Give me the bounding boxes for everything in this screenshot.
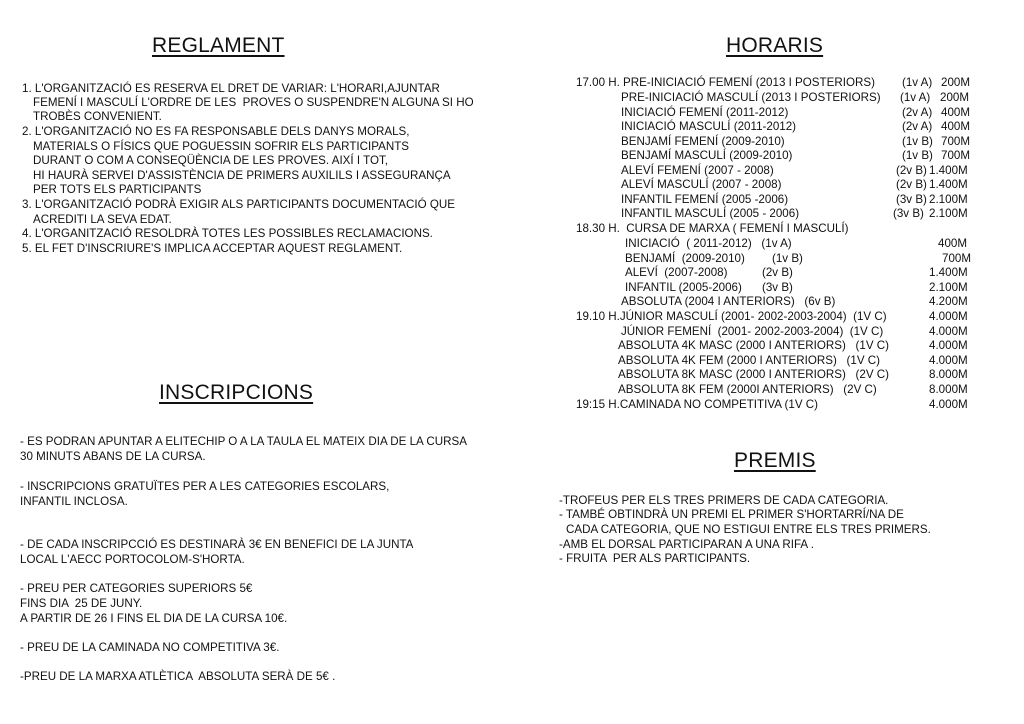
schedule-distance: 4.000M bbox=[929, 398, 968, 411]
schedule-group: (2v A) bbox=[902, 106, 933, 119]
premis-line: - TAMBÉ OBTINDRÀ UN PREMI EL PRIMER S'HORTARRÍ/NA DE bbox=[559, 508, 904, 521]
schedule-name: ALEVÍ (2007-2008) bbox=[625, 266, 728, 279]
schedule-distance: 2.100M bbox=[929, 207, 968, 220]
schedule-name: ALEVÍ FEMENÍ (2007 - 2008) bbox=[621, 164, 774, 177]
schedule-name: INICIACIÓ ( 2011-2012) (1v A) bbox=[625, 237, 792, 250]
schedule-name: BENJAMÍ (2009-2010) bbox=[625, 252, 745, 265]
schedule-name: INICIACIÓ MASCULÍ (2011-2012) bbox=[621, 120, 797, 133]
premis-line: - FRUITA PER ALS PARTICIPANTS. bbox=[559, 552, 751, 565]
inscripcions-line: - ES PODRAN APUNTAR A ELITECHIP O A LA TAULA EL MATEIX DIA DE LA CURSA bbox=[20, 435, 467, 448]
schedule-row bbox=[0, 295, 1024, 309]
schedule-group: (1v B) bbox=[902, 149, 933, 162]
schedule-row bbox=[0, 193, 1024, 207]
schedule-row bbox=[0, 178, 1024, 192]
schedule-name: 18.30 H. CURSA DE MARXA ( FEMENÍ I MASCULÍ) bbox=[576, 222, 849, 235]
schedule-distance: 1.400M bbox=[929, 266, 968, 279]
schedule-distance: 4.000M bbox=[929, 310, 968, 323]
schedule-row bbox=[0, 281, 1024, 295]
reglament-line: DURANT O COM A CONSEQÜÈNCIA DE LES PROVES. AIXÍ I TOT, bbox=[33, 154, 388, 167]
reglament-title: REGLAMENT bbox=[152, 34, 285, 57]
schedule-name: 19:15 H.CAMINADA NO COMPETITIVA (1V C) bbox=[576, 398, 819, 411]
schedule-distance: 2.100M bbox=[929, 193, 968, 206]
inscripcions-line: - PREU PER CATEGORIES SUPERIORS 5€ bbox=[20, 582, 253, 595]
schedule-row bbox=[0, 325, 1024, 339]
schedule-group: (1v A) bbox=[900, 91, 931, 104]
reglament-line: ACREDITI LA SEVA EDAT. bbox=[33, 213, 172, 226]
reglament-line: HI HAURÀ SERVEI D'ASSISTÈNCIA DE PRIMERS AUXILILS I ASSEGURANÇA bbox=[33, 169, 451, 182]
schedule-row bbox=[0, 383, 1024, 397]
reglament-line: 3. L'ORGANITZACIÓ PODRÀ EXIGIR ALS PARTICIPANTS DOCUMENTACIÓ QUE bbox=[22, 198, 455, 211]
schedule-distance: 2.100M bbox=[929, 281, 968, 294]
schedule-group: (3v B) bbox=[762, 281, 793, 294]
schedule-name: ABSOLUTA 8K MASC (2000 I ANTERIORS) (2V C) bbox=[618, 368, 890, 381]
schedule-row bbox=[0, 252, 1024, 266]
schedule-distance: 400M bbox=[938, 237, 968, 250]
schedule-distance: 700M bbox=[941, 135, 971, 148]
schedule-distance: 700M bbox=[942, 252, 972, 265]
schedule-name: INFANTIL MASCULÍ (2005 - 2006) bbox=[621, 207, 800, 220]
schedule-distance: 200M bbox=[941, 76, 971, 89]
schedule-distance: 700M bbox=[941, 149, 971, 162]
reglament-line: 4. L'ORGANITZACIÓ RESOLDRÀ TOTES LES POSSIBLES RECLAMACIONS. bbox=[22, 227, 433, 240]
schedule-distance: 4.000M bbox=[929, 339, 968, 352]
schedule-distance: 4.200M bbox=[929, 295, 968, 308]
schedule-distance: 8.000M bbox=[929, 383, 968, 396]
schedule-distance: 4.000M bbox=[929, 325, 968, 338]
schedule-name: ABSOLUTA (2004 I ANTERIORS) (6v B) bbox=[621, 295, 836, 308]
reglament-line: PER TOTS ELS PARTICIPANTS bbox=[33, 183, 202, 196]
inscripcions-line: - INSCRIPCIONS GRATUÏTES PER A LES CATEGORIES ESCOLARS, bbox=[20, 480, 390, 493]
reglament-line: TROBÈS CONVENIENT. bbox=[33, 110, 162, 123]
schedule-row bbox=[0, 91, 1024, 105]
schedule-name: INFANTIL (2005-2006) bbox=[625, 281, 742, 294]
premis-line: CADA CATEGORIA, QUE NO ESTIGUI ENTRE ELS TRES PRIMERS. bbox=[566, 523, 931, 536]
inscripcions-line: - PREU DE LA CAMINADA NO COMPETITIVA 3€. bbox=[20, 641, 280, 654]
schedule-group: (1v B) bbox=[902, 135, 933, 148]
schedule-group: (2v B) bbox=[896, 164, 927, 177]
reglament-line: MATERIALS O FÍSICS QUE POGUESSIN SOFRIR ELS PARTICIPANTS bbox=[33, 140, 410, 153]
schedule-name: ABSOLUTA 4K MASC (2000 I ANTERIORS) (1V C) bbox=[618, 339, 890, 352]
schedule-name: ABSOLUTA 4K FEM (2000 I ANTERIORS) (1V C) bbox=[618, 354, 881, 367]
schedule-name: INFANTIL FEMENÍ (2005 -2006) bbox=[621, 193, 789, 206]
inscripcions-line: -PREU DE LA MARXA ATLÈTICA ABSOLUTA SERÀ DE 5€ . bbox=[20, 670, 336, 683]
schedule-name: ABSOLUTA 8K FEM (2000I ANTERIORS) (2V C) bbox=[618, 383, 877, 396]
reglament-line: FEMENÍ I MASCULÍ L'ORDRE DE LES PROVES O SUSPENDRE'N ALGUNA SI HO bbox=[33, 96, 474, 109]
inscripcions-line: 30 MINUTS ABANS DE LA CURSA. bbox=[20, 450, 206, 463]
schedule-group: (3v B) bbox=[893, 207, 924, 220]
schedule-row bbox=[0, 354, 1024, 368]
schedule-group: (1v A) bbox=[902, 76, 933, 89]
premis-line: -AMB EL DORSAL PARTICIPARAN A UNA RIFA . bbox=[559, 538, 814, 551]
schedule-row bbox=[0, 266, 1024, 280]
premis-line: -TROFEUS PER ELS TRES PRIMERS DE CADA CATEGORIA. bbox=[559, 494, 889, 507]
schedule-group: (2v A) bbox=[902, 120, 933, 133]
schedule-row bbox=[0, 368, 1024, 382]
schedule-name: ALEVÍ MASCULÍ (2007 - 2008) bbox=[621, 178, 782, 191]
schedule-distance: 1.400M bbox=[929, 164, 968, 177]
schedule-group: (3v B) bbox=[896, 193, 927, 206]
schedule-name: PRE-INICIACIÓ MASCULÍ (2013 I POSTERIORS) bbox=[621, 91, 881, 104]
schedule-distance: 200M bbox=[940, 91, 970, 104]
schedule-row bbox=[0, 237, 1024, 251]
schedule-group: (2v B) bbox=[762, 266, 793, 279]
inscripcions-line: - DE CADA INSCRIPCCIÓ ES DESTINARÀ 3€ EN BENEFICI DE LA JUNTA bbox=[20, 538, 414, 551]
inscripcions-line: INFANTIL INCLOSA. bbox=[20, 495, 128, 508]
schedule-row bbox=[0, 149, 1024, 163]
schedule-row bbox=[0, 76, 1024, 90]
inscripcions-line: LOCAL L'AECC PORTOCOLOM-S'HORTA. bbox=[20, 553, 245, 566]
schedule-row bbox=[0, 207, 1024, 221]
schedule-distance: 1.400M bbox=[929, 178, 968, 191]
schedule-row bbox=[0, 310, 1024, 324]
schedule-row bbox=[0, 120, 1024, 134]
reglament-line: 2. L'ORGANITZACIÓ NO ES FA RESPONSABLE DELS DANYS MORALS, bbox=[22, 125, 410, 138]
schedule-name: BENJAMÍ MASCULÍ (2009-2010) bbox=[621, 149, 793, 162]
schedule-name: BENJAMÍ FEMENÍ (2009-2010) bbox=[621, 135, 785, 148]
schedule-row bbox=[0, 398, 1024, 412]
inscripcions-title: INSCRIPCIONS bbox=[159, 381, 314, 404]
horaris-title: HORARIS bbox=[726, 34, 824, 57]
schedule-group: (2v B) bbox=[896, 178, 927, 191]
schedule-row bbox=[0, 164, 1024, 178]
schedule-name: 19.10 H.JÚNIOR MASCULÍ (2001- 2002-2003-2004) (1V C) bbox=[576, 310, 887, 323]
schedule-name: 17.00 H. PRE-INICIACIÓ FEMENÍ (2013 I POSTERIORS) bbox=[576, 76, 875, 89]
schedule-row bbox=[0, 135, 1024, 149]
inscripcions-line: FINS DIA 25 DE JUNY. bbox=[20, 597, 143, 610]
schedule-name: INICIACIÓ FEMENÍ (2011-2012) bbox=[621, 106, 789, 119]
schedule-distance: 8.000M bbox=[929, 368, 968, 381]
premis-title: PREMIS bbox=[734, 449, 816, 472]
inscripcions-line: A PARTIR DE 26 I FINS EL DIA DE LA CURSA 10€. bbox=[20, 612, 288, 625]
schedule-distance: 4.000M bbox=[929, 354, 968, 367]
reglament-line: 1. L'ORGANITZACIÓ ES RESERVA EL DRET DE VARIAR: L'HORARI,AJUNTAR bbox=[22, 82, 440, 95]
schedule-row bbox=[0, 222, 1024, 236]
schedule-row bbox=[0, 106, 1024, 120]
schedule-row bbox=[0, 339, 1024, 353]
reglament-line: 5. EL FET D'INSCRIURE'S IMPLICA ACCEPTAR AQUEST REGLAMENT. bbox=[22, 242, 403, 255]
schedule-name: JÚNIOR FEMENÍ (2001- 2002-2003-2004) (1V C) bbox=[621, 325, 884, 338]
schedule-distance: 400M bbox=[941, 106, 971, 119]
schedule-distance: 400M bbox=[941, 120, 971, 133]
schedule-group: (1v B) bbox=[772, 252, 803, 265]
